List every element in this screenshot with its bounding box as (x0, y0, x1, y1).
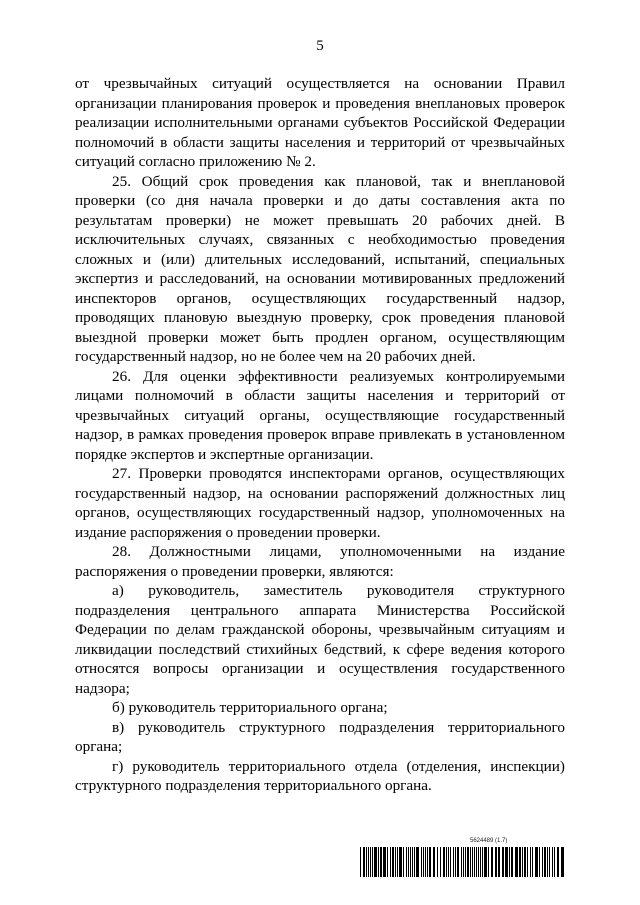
barcode-bar (535, 847, 538, 877)
barcode-bar (549, 847, 550, 877)
barcode-bar (425, 847, 426, 877)
barcode-bar (366, 847, 367, 877)
barcode-bar (495, 847, 497, 877)
barcode-bar (383, 847, 386, 877)
barcode-caption: 5624489 (1.7) (470, 838, 508, 844)
barcode-bar (515, 847, 518, 877)
barcode-bar (491, 847, 493, 877)
barcode-bar (363, 847, 365, 877)
barcode-bar (519, 847, 521, 877)
document-body (75, 74, 565, 796)
barcode-bar (423, 847, 424, 877)
barcode-bar (561, 847, 564, 877)
barcode-bar (472, 847, 473, 877)
barcode-bar (392, 847, 394, 877)
barcode-bar (410, 847, 411, 877)
barcode-bar (448, 847, 449, 877)
barcode-bar (522, 847, 523, 877)
paragraph-28-g: г) руководитель территориального отдела (отделения, инспекции) структурного подразделения территориального органа. (75, 757, 565, 794)
paragraph-25: 25. Общий срок проведения как плановой, так и внеплановой проверки (со дня начала проверки и до даты составления акта по результатам проверки) не может превышать 20 рабочих дней. В исключительных случаях, связанных с необходимостью проведения сложных и (или) длительных исследований, испытаний, специальных экспертиз и расследований, на основании мотивированных предложений инспекторов органов, осуществляющих государственный надзор, проводящих плановую выездную проверку, срок проведения плановой выездной проверки может быть продлен органом, осуществляющим государственный надзор, но не более чем на 20 рабочих дней. (75, 172, 565, 365)
barcode-bar (544, 847, 546, 877)
barcode-bar (397, 847, 398, 877)
barcode-bar (554, 847, 555, 877)
page-number: 5 (316, 38, 324, 54)
paragraph-27: 27. Проверки проводятся инспекторами органов, осуществляющих государственный надзор, на основании распоряжений должностных лиц органов, осуществляющих государственный надзор, уполномоченных на издание распоряжения о проведении проверки. (75, 465, 565, 541)
barcode-bar (505, 847, 508, 877)
barcode-bar (547, 847, 548, 877)
barcode-bar (467, 847, 469, 877)
paragraph-28-a: а) руководитель, заместитель руководителя структурного подразделения центрального аппарата Министерства Российской Федерации по делам гражданской обороны, чрезвычайным ситуациям и ликвидации последствий стихийных бедствий, к сфере ведения которого относятся вопросы организации и осуществления государственного надзора; (75, 582, 565, 697)
barcode-bar (532, 847, 533, 877)
barcode-bar (455, 847, 456, 877)
barcode-bar (463, 847, 464, 877)
barcode-bar (488, 847, 489, 877)
barcode-bar (399, 847, 402, 877)
barcode-bar (557, 847, 559, 877)
barcode-bar (370, 847, 371, 877)
barcode-bar (474, 847, 475, 877)
barcode-bar (530, 847, 531, 877)
barcode-bar (478, 847, 479, 877)
barcode-bar (552, 847, 553, 877)
barcode-bar (378, 847, 379, 877)
barcode-bar (480, 847, 481, 877)
barcode-bar (403, 847, 404, 877)
barcode-bar (453, 847, 454, 877)
paragraph-26: 26. Для оценки эффективности реализуемых контролируемыми лицами полномочий в области защиты населения и территорий от чрезвычайных ситуаций органы, осуществляющие государственный надзор, в рамках проведения проверок вправе привлекать в установленном порядке экспертов и экспертные организации. (75, 367, 565, 463)
barcode-bar (387, 847, 388, 877)
barcode-bar (414, 847, 415, 877)
barcode-bar (476, 847, 477, 877)
paragraph-28: 28. Должностными лицами, уполномоченными на издание распоряжения о проведении проверки, являются: (75, 543, 565, 580)
barcode-bar (482, 847, 483, 877)
barcode-bar (368, 847, 369, 877)
barcode-bar (437, 847, 438, 877)
paragraph-continuation: от чрезвычайных ситуаций осуществляется на основании Правил организации планирования проверок и проведения внеплановых проверок реализации исполнительными органами субъектов Российской Федерации полномочий в области защиты населения и территорий от чрезвычайных ситуаций согласно приложению № 2. (75, 75, 565, 170)
barcode-bar (524, 847, 526, 877)
barcode-bar (427, 847, 428, 877)
barcode-bar (416, 847, 419, 877)
barcode-bar (408, 847, 409, 877)
barcode-bar (470, 847, 471, 877)
barcode-bar (498, 847, 500, 877)
barcode-bar (484, 847, 487, 877)
paragraph-28-b: б) руководитель территориального органа; (112, 699, 388, 716)
barcode-bar (360, 847, 361, 877)
barcode-block (360, 838, 566, 878)
barcode-bar (502, 847, 504, 877)
barcode-bar (511, 847, 513, 877)
barcode-bar (461, 847, 462, 877)
barcode-bar (527, 847, 528, 877)
barcode-bar (372, 847, 373, 877)
barcode-bar (406, 847, 407, 877)
barcode-bar (443, 847, 445, 877)
barcode-bar (390, 847, 391, 877)
barcode-bar (440, 847, 441, 877)
barcode-bar (539, 847, 540, 877)
barcode-bar (450, 847, 451, 877)
barcode-bar (509, 847, 510, 877)
barcode-bar (380, 847, 382, 877)
barcode-bar (412, 847, 413, 877)
barcode-bar (433, 847, 435, 877)
barcode-bar (542, 847, 543, 877)
barcode-bar (395, 847, 396, 877)
barcode-bar (465, 847, 466, 877)
barcode-icon (360, 847, 566, 877)
barcode-bar (374, 847, 377, 877)
barcode-bar (429, 847, 431, 877)
paragraph-28-v: в) руководитель структурного подразделения территориального органа; (75, 718, 565, 755)
barcode-bar (446, 847, 447, 877)
barcode-bar (421, 847, 422, 877)
barcode-bar (457, 847, 459, 877)
